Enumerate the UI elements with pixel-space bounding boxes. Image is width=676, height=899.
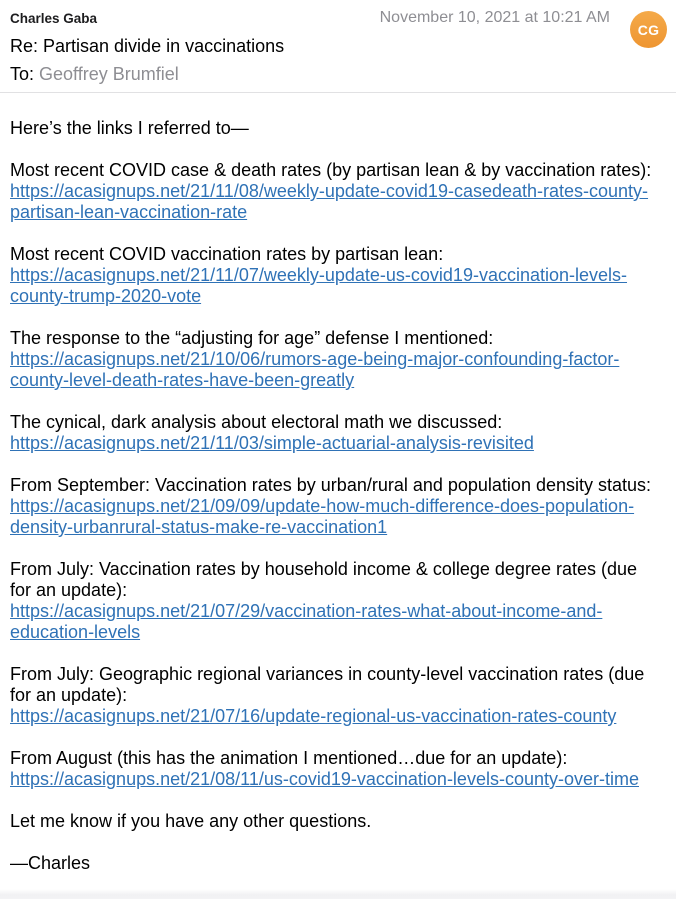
paragraph bbox=[10, 160, 658, 223]
closing-line: Let me know if you have any other questions. bbox=[10, 811, 372, 831]
signature: —Charles bbox=[10, 853, 91, 873]
message-date: November 10, 2021 at 10:21 AM bbox=[379, 9, 610, 26]
paragraph bbox=[10, 328, 658, 391]
to-line bbox=[10, 64, 666, 85]
paragraph bbox=[10, 664, 658, 727]
email-link[interactable]: https://acasignups.net/21/11/07/weekly-update-us-covid19-vaccination-levels-county-trump-2020-vote bbox=[10, 265, 628, 306]
recipient-name[interactable]: Geoffrey Brumfiel bbox=[39, 64, 179, 84]
paragraph bbox=[10, 244, 658, 307]
bottom-edge bbox=[0, 889, 676, 899]
paragraph-text: From August (this has the animation I mentioned…due for an update): bbox=[10, 748, 568, 768]
email-link[interactable]: https://acasignups.net/21/09/09/update-how-much-difference-does-population-density-urbanrural-status-make-re-vaccination1 bbox=[10, 496, 635, 537]
paragraph bbox=[10, 475, 658, 538]
paragraph-text: Most recent COVID case & death rates (by partisan lean & by vaccination rates): bbox=[10, 160, 652, 180]
sender-name[interactable]: Charles Gaba bbox=[10, 11, 98, 26]
email-link[interactable]: https://acasignups.net/21/11/08/weekly-update-covid19-casedeath-rates-county-partisan-lean-vaccination-rate bbox=[10, 181, 649, 222]
email-link[interactable]: https://acasignups.net/21/07/29/vaccination-rates-what-about-income-and-education-levels bbox=[10, 601, 603, 642]
paragraph bbox=[10, 559, 658, 643]
email-link[interactable]: https://acasignups.net/21/10/06/rumors-age-being-major-confounding-factor-county-level-death-rates-have-been-greatly bbox=[10, 349, 620, 390]
email-link[interactable]: https://acasignups.net/21/08/11/us-covid19-vaccination-levels-county-over-time bbox=[10, 769, 639, 789]
paragraph-text: From July: Geographic regional variances in county-level vaccination rates (due for an update): bbox=[10, 664, 645, 705]
avatar-initials: CG bbox=[637, 21, 660, 38]
paragraph-text: From July: Vaccination rates by household income & college degree rates (due for an update): bbox=[10, 559, 638, 600]
subject-line: Re: Partisan divide in vaccinations bbox=[10, 36, 285, 56]
message-body bbox=[0, 118, 676, 874]
intro-line: Here’s the links I referred to— bbox=[10, 118, 249, 138]
to-label: To: bbox=[10, 64, 35, 84]
message-header bbox=[0, 0, 676, 93]
paragraph-text: From September: Vaccination rates by urban/rural and population density status: bbox=[10, 475, 652, 495]
email-link[interactable]: https://acasignups.net/21/11/03/simple-actuarial-analysis-revisited bbox=[10, 433, 534, 453]
paragraph-text: The response to the “adjusting for age” defense I mentioned: bbox=[10, 328, 494, 348]
paragraph bbox=[10, 748, 658, 790]
paragraph-text: The cynical, dark analysis about electoral math we discussed: bbox=[10, 412, 503, 432]
avatar[interactable] bbox=[630, 11, 667, 48]
paragraph-text: Most recent COVID vaccination rates by partisan lean: bbox=[10, 244, 444, 264]
header-divider bbox=[0, 92, 676, 93]
paragraph bbox=[10, 412, 658, 454]
email-link[interactable]: https://acasignups.net/21/07/16/update-regional-us-vaccination-rates-county bbox=[10, 706, 617, 726]
